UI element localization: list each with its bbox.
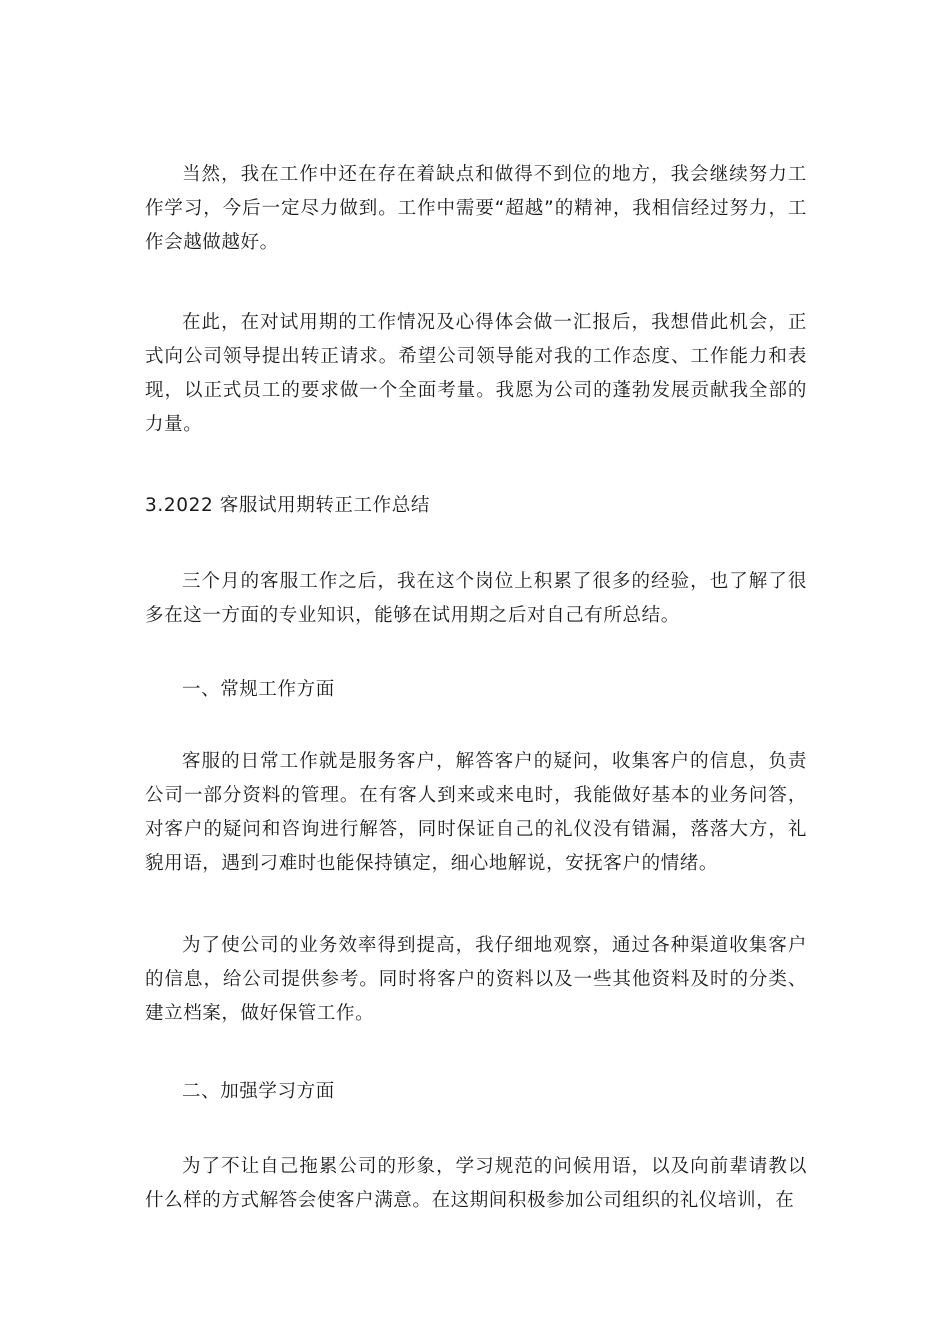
paragraph-daily-work: 客服的日常工作就是服务客户，解答客户的疑问，收集客户的信息，负责公司一部分资料的管理。在有客人到来或来电时，我能做好基本的业务问答，对客户的疑问和咨询进行解答，同时保证自己的礼仪没有错漏，落落大方，礼貌用语，遇到刁难时也能保持镇定，细心地解说，安抚客户的情绪。 xyxy=(145,751,807,874)
subheading-routine-work: 一、常规工作方面 xyxy=(182,679,335,700)
paragraph-learning: 为了不让自己拖累公司的形象，学习规范的问候用语，以及向前辈请教以什么样的方式解答会使客户满意。在这期间积极参加公司组织的礼仪培训，在 xyxy=(145,1156,807,1211)
paragraph-confirmation-request: 在此，在对试用期的工作情况及心得体会做一汇报后，我想借此机会，正式向公司领导提出转正请求。希望公司领导能对我的工作态度、工作能力和表现，以正式员工的要求做一个全面考量。我愿为公司的蓬勃发展贡献我全部的力量。 xyxy=(145,312,807,435)
paragraph-intro: 三个月的客服工作之后，我在这个岗位上积累了很多的经验，也了解了很多在这一方面的专业知识，能够在试用期之后对自己有所总结。 xyxy=(145,571,807,626)
subheading-learning: 二、加强学习方面 xyxy=(182,1081,335,1102)
paragraph-efficiency: 为了使公司的业务效率得到提高，我仔细地观察，通过各种渠道收集客户的信息，给公司提供参考。同时将客户的资料以及一些其他资料及时的分类、建立档案，做好保管工作。 xyxy=(145,935,807,1024)
paragraph-shortcomings: 当然，我在工作中还在存在着缺点和做得不到位的地方，我会继续努力工作学习，今后一定尽力做到。工作中需要“超越”的精神，我相信经过努力，工作会越做越好。 xyxy=(145,164,807,253)
section-title: 3.2022 客服试用期转正工作总结 xyxy=(145,495,430,516)
